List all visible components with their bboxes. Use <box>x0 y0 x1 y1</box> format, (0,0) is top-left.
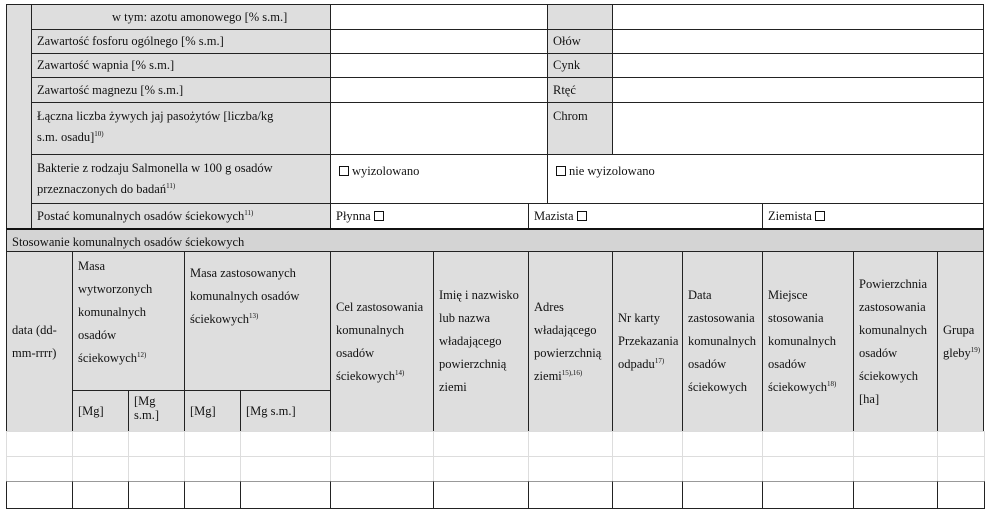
entry-cell[interactable] <box>937 431 985 458</box>
metal-label-rtec: Rtęć <box>547 77 613 103</box>
entry-cell[interactable] <box>762 456 854 483</box>
entry-cell[interactable] <box>853 456 938 483</box>
col-header-masa-wytworzonych: Masa wytworzonych komunalnych osadów ściekowych$^{12)}$ <box>72 251 185 391</box>
entry-cell[interactable] <box>240 481 331 509</box>
salmonella-option-wyizolowano[interactable]: wyizolowano <box>330 154 548 204</box>
value-magnez[interactable] <box>330 77 548 103</box>
entry-cell[interactable] <box>128 456 185 483</box>
salmonella-option-nie-wyizolowano[interactable]: nie wyizolowano <box>547 154 984 204</box>
entry-cell[interactable] <box>612 481 683 509</box>
col-header-imie: Imię i nazwisko lub nazwa władającego powierzchnią ziemi <box>433 251 529 432</box>
unit-mg-sm-zast: [Mg s.m.] <box>240 390 331 432</box>
col-header-cel: Cel zastosowania komunalnych osadów ściekowych$^{14)}$ <box>330 251 434 432</box>
entry-cell[interactable] <box>184 456 241 483</box>
postac-option-mazista[interactable]: Mazista <box>528 203 763 229</box>
unit-mg-sm-wytw: [Mg s.m.] <box>128 390 185 432</box>
postac-option-plynna[interactable]: Płynna <box>330 203 529 229</box>
value-rtec[interactable] <box>612 77 984 103</box>
salmonella-label: Bakterie z rodzaju Salmonella w 100 g osadów przeznaczonych do badań$^{11)}$ <box>31 154 331 204</box>
entry-cell[interactable] <box>612 456 683 483</box>
checkbox-ziemista[interactable] <box>815 211 825 221</box>
value-cynk[interactable] <box>612 53 984 78</box>
entry-cell[interactable] <box>330 481 434 509</box>
col-header-grupa-gleby: Grupa gleby$^{19)}$ <box>937 251 984 432</box>
postac-option-ziemista[interactable]: Ziemista <box>762 203 984 229</box>
col-header-nr-karty: Nr karty Przekazania odpadu$^{17)}$ <box>612 251 683 432</box>
entry-cell[interactable] <box>937 481 985 509</box>
entry-cell[interactable] <box>6 431 73 458</box>
entry-cell[interactable] <box>853 481 938 509</box>
col-header-miejsce: Miejsce stosowania komunalnych osadów ściekowych$^{18)}$ <box>762 251 854 432</box>
col-header-date: data (dd-mm-rrrr) <box>6 251 73 432</box>
metal-label-empty <box>547 4 613 30</box>
postac-label: Postać komunalnych osadów ściekowych$^{11)}$ <box>31 203 331 229</box>
entry-cell[interactable] <box>433 481 529 509</box>
checkbox-nie-wyizolowano[interactable] <box>556 166 566 176</box>
row-label-wapn: Zawartość wapnia [% s.m.] <box>31 53 331 78</box>
entry-cell[interactable] <box>72 456 129 483</box>
entry-cell[interactable] <box>72 481 129 509</box>
entry-cell[interactable] <box>128 431 185 458</box>
entry-cell[interactable] <box>682 456 763 483</box>
entry-cell[interactable] <box>528 481 613 509</box>
entry-cell[interactable] <box>612 431 683 458</box>
metal-label-olow: Ołów <box>547 29 613 54</box>
value-chrom[interactable] <box>612 102 984 155</box>
entry-cell[interactable] <box>128 481 185 509</box>
entry-cell[interactable] <box>6 481 73 509</box>
entry-cell[interactable] <box>853 431 938 458</box>
entry-cell[interactable] <box>184 431 241 458</box>
entry-cell[interactable] <box>682 481 763 509</box>
value-wapn[interactable] <box>330 53 548 78</box>
unit-mg-zast: [Mg] <box>184 390 241 432</box>
entry-cell[interactable] <box>72 431 129 458</box>
entry-cell[interactable] <box>6 456 73 483</box>
row-label-magnez: Zawartość magnezu [% s.m.] <box>31 77 331 103</box>
col-header-adres: Adres władającego powierzchnią ziemi$^{15),16)}$ <box>528 251 613 432</box>
entry-cell[interactable] <box>184 481 241 509</box>
entry-cell[interactable] <box>433 456 529 483</box>
section-title: Stosowanie komunalnych osadów ściekowych <box>6 228 984 252</box>
entry-cell[interactable] <box>240 456 331 483</box>
checkbox-mazista[interactable] <box>577 211 587 221</box>
entry-cell[interactable] <box>330 456 434 483</box>
row-label-fosfor: Zawartość fosforu ogólnego [% s.m.] <box>31 29 331 54</box>
metal-label-chrom: Chrom <box>547 102 613 155</box>
unit-mg-wytw: [Mg] <box>72 390 129 432</box>
value-olow[interactable] <box>612 29 984 54</box>
entry-cell[interactable] <box>528 456 613 483</box>
entry-cell[interactable] <box>240 431 331 458</box>
left-margin-column <box>6 4 32 229</box>
col-header-data-zastosowania: Data zastosowania komunalnych osadów ściekowych <box>682 251 763 432</box>
entry-cell[interactable] <box>433 431 529 458</box>
checkbox-plynna[interactable] <box>374 211 384 221</box>
value-fosfor[interactable] <box>330 29 548 54</box>
metal-value-empty[interactable] <box>612 4 984 30</box>
value-jaja[interactable] <box>330 102 548 155</box>
col-header-masa-zastosowanych: Masa zastosowanych komunalnych osadów ściekowych$^{13)}$ <box>184 251 331 391</box>
row-label-jaja: Łączna liczba żywych jaj pasożytów [liczba/kg s.m. osadu]$^{10)}$ <box>31 102 331 155</box>
col-header-powierzchnia: Powierzchnia zastosowania komunalnych osadów ściekowych [ha] <box>853 251 938 432</box>
entry-cell[interactable] <box>762 481 854 509</box>
entry-cell[interactable] <box>682 431 763 458</box>
value-azot[interactable] <box>330 4 548 30</box>
entry-cell[interactable] <box>528 431 613 458</box>
row-label-azot: w tym: azotu amonowego [% s.m.] <box>31 4 331 30</box>
metal-label-cynk: Cynk <box>547 53 613 78</box>
entry-cell[interactable] <box>762 431 854 458</box>
entry-cell[interactable] <box>330 431 434 458</box>
entry-cell[interactable] <box>937 456 985 483</box>
checkbox-wyizolowano[interactable] <box>339 166 349 176</box>
